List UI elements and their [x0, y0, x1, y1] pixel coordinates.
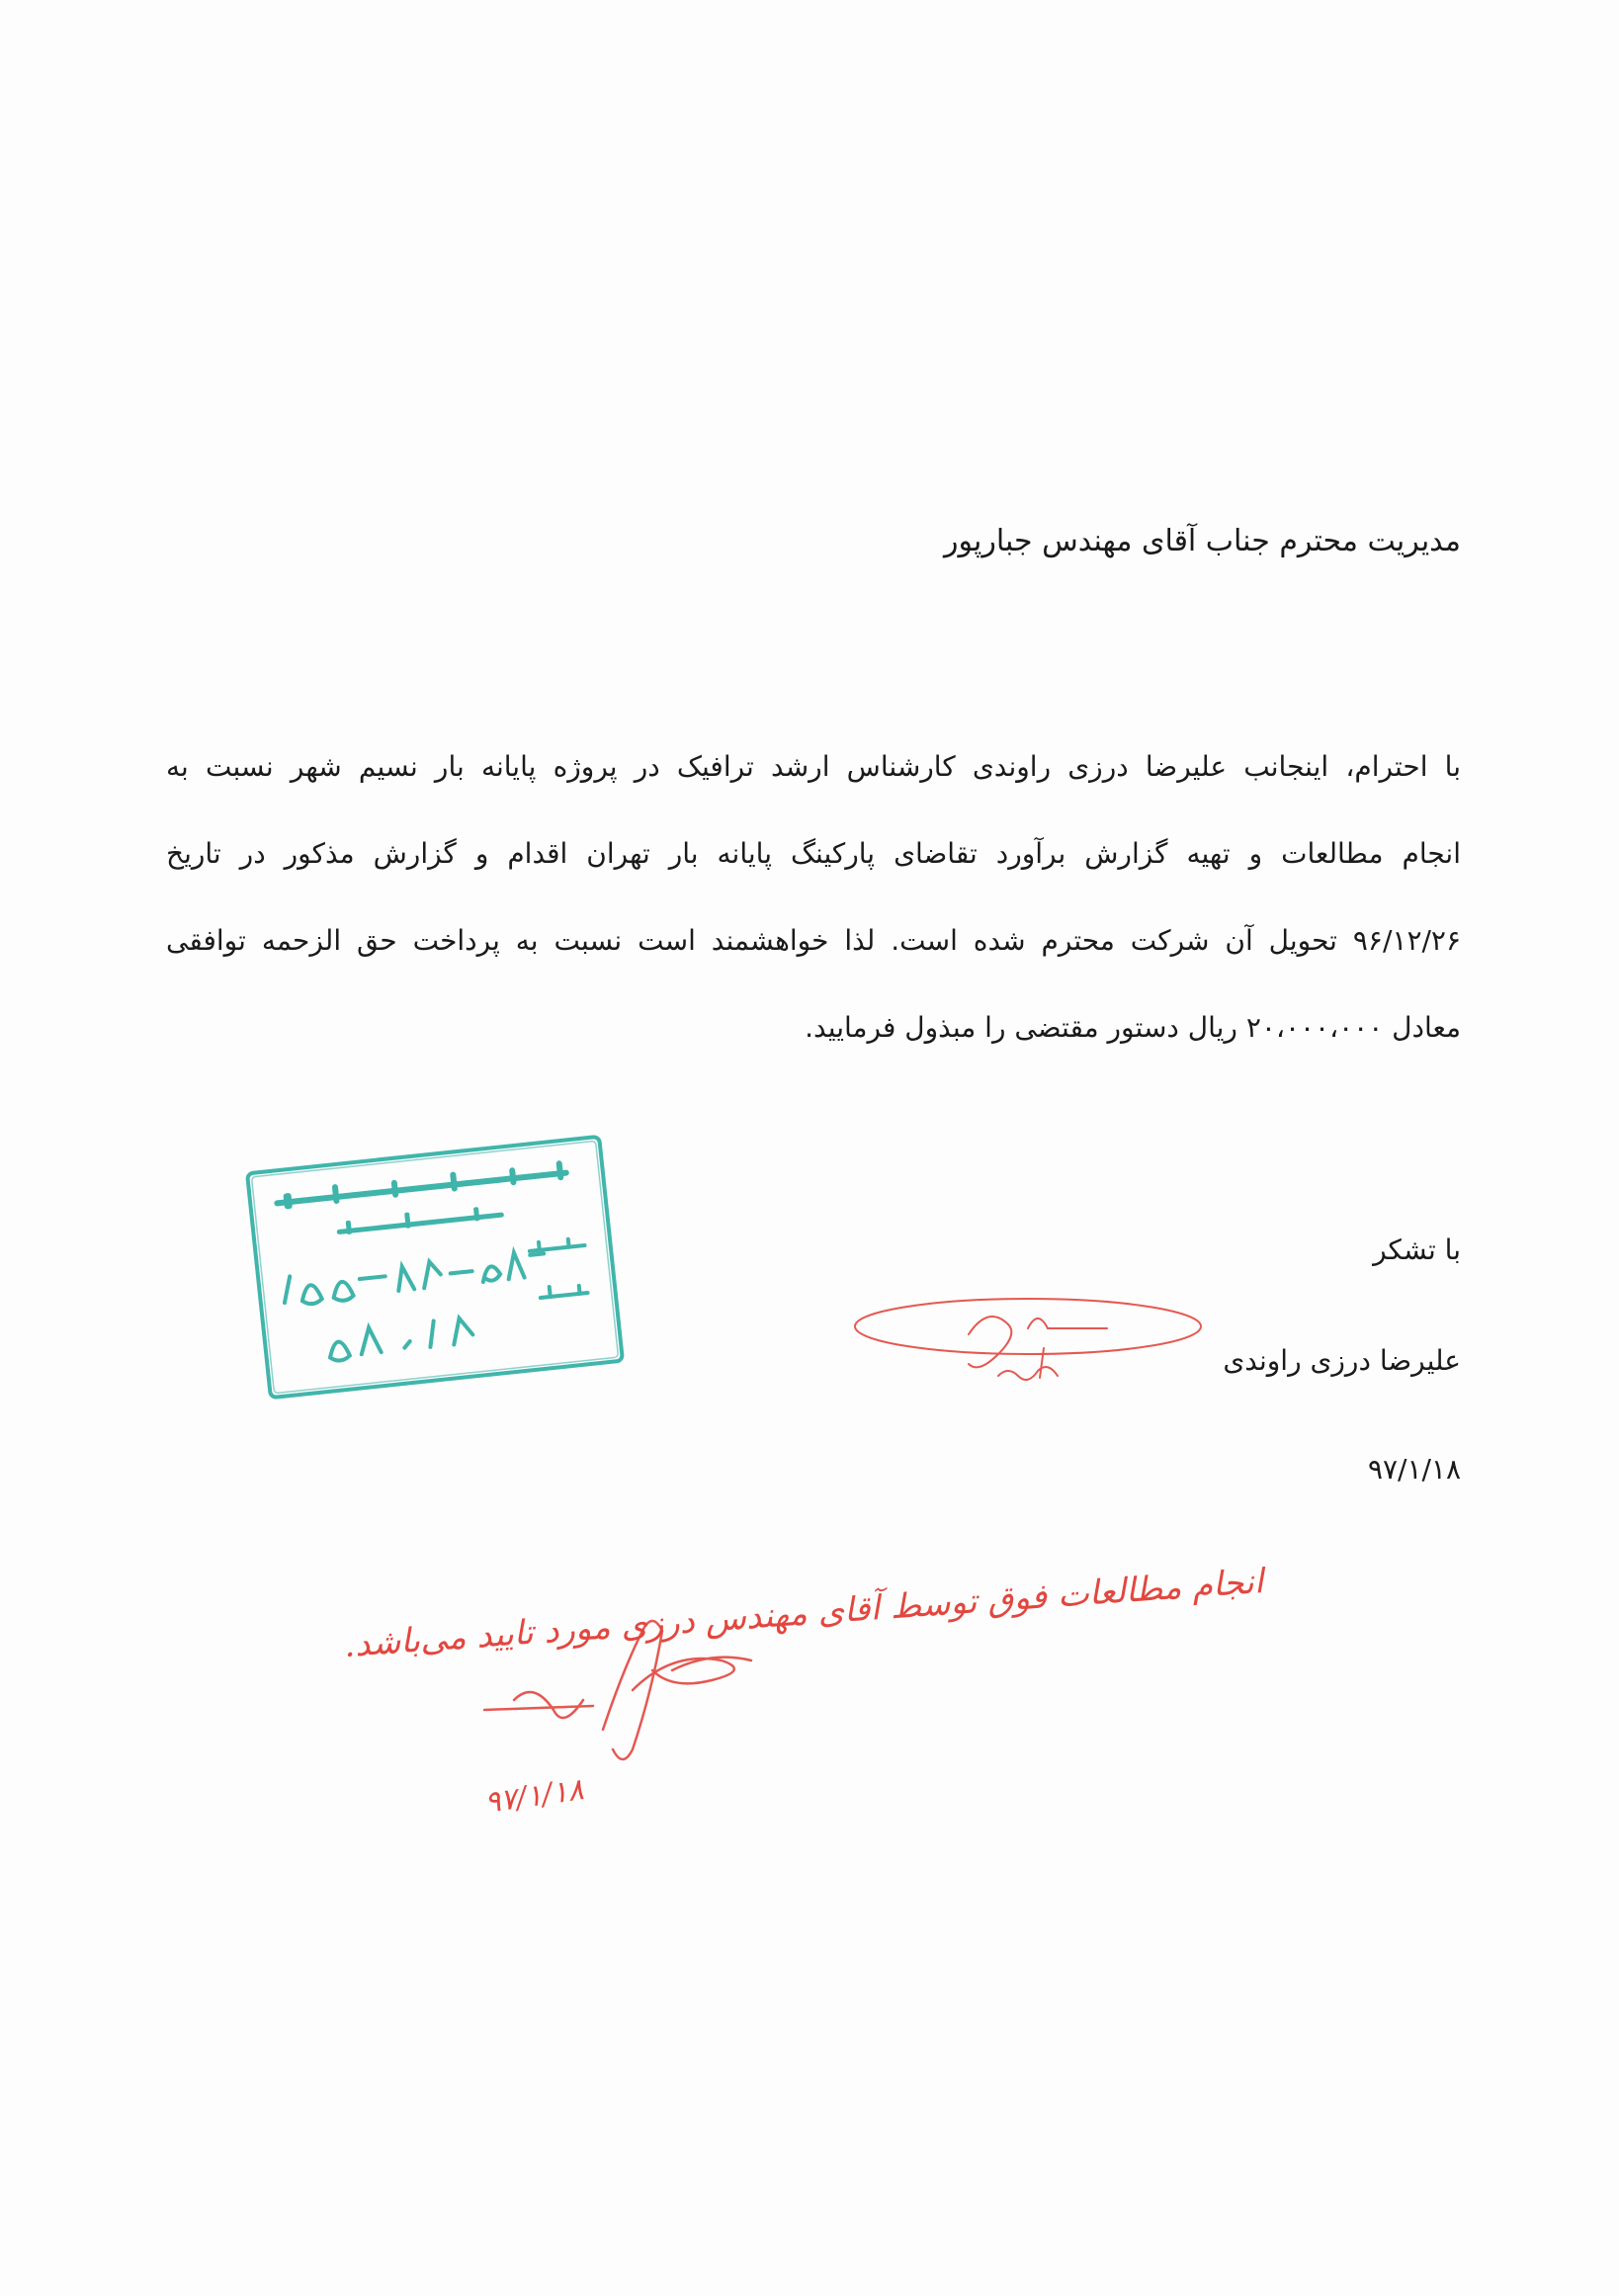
signer-name: علیرضا درزی راوندی	[1223, 1344, 1461, 1377]
approval-signature-graphic	[474, 1542, 1324, 2036]
annotation-date: ۹۷/۱/۱۸	[482, 1772, 586, 1821]
letter-date: ۹۷/۱/۱۸	[1367, 1453, 1461, 1486]
sender-signature	[850, 1285, 1206, 1403]
approval-annotation: انجام مطالعات فوق توسط آقای مهندس درزی مورد تایید می‌باشد.	[342, 1562, 1265, 1665]
letter-body	[166, 750, 1461, 1101]
signature-graphic	[850, 1285, 1206, 1403]
received-stamp	[240, 1130, 629, 1403]
approval-signature	[474, 1542, 1324, 2036]
stamp-graphic	[240, 1130, 629, 1403]
closing: با تشکر	[1373, 1233, 1461, 1266]
body-line-3: ۹۶/۱۲/۲۶ تحویل آن شرکت محترم شده است. لذا خواهشمند است نسبت به پرداخت حق الزحمه توافقی	[166, 924, 1461, 957]
salutation: مدیریت محترم جناب آقای مهندس جبارپور	[944, 524, 1461, 558]
body-line-1: با احترام، اینجانب علیرضا درزی راوندی کارشناس ارشد ترافیک در پروژه پایانه بار نسیم شهر نسبت به	[166, 750, 1461, 783]
body-line-4: معادل ۲۰،۰۰۰،۰۰۰ ریال دستور مقتضی را مبذول فرمایید.	[805, 1011, 1461, 1044]
body-line-2: انجام مطالعات و تهیه گزارش برآورد تقاضای پارکینگ پایانه بار تهران اقدام و گزارش مذکور در تاریخ	[166, 837, 1461, 870]
